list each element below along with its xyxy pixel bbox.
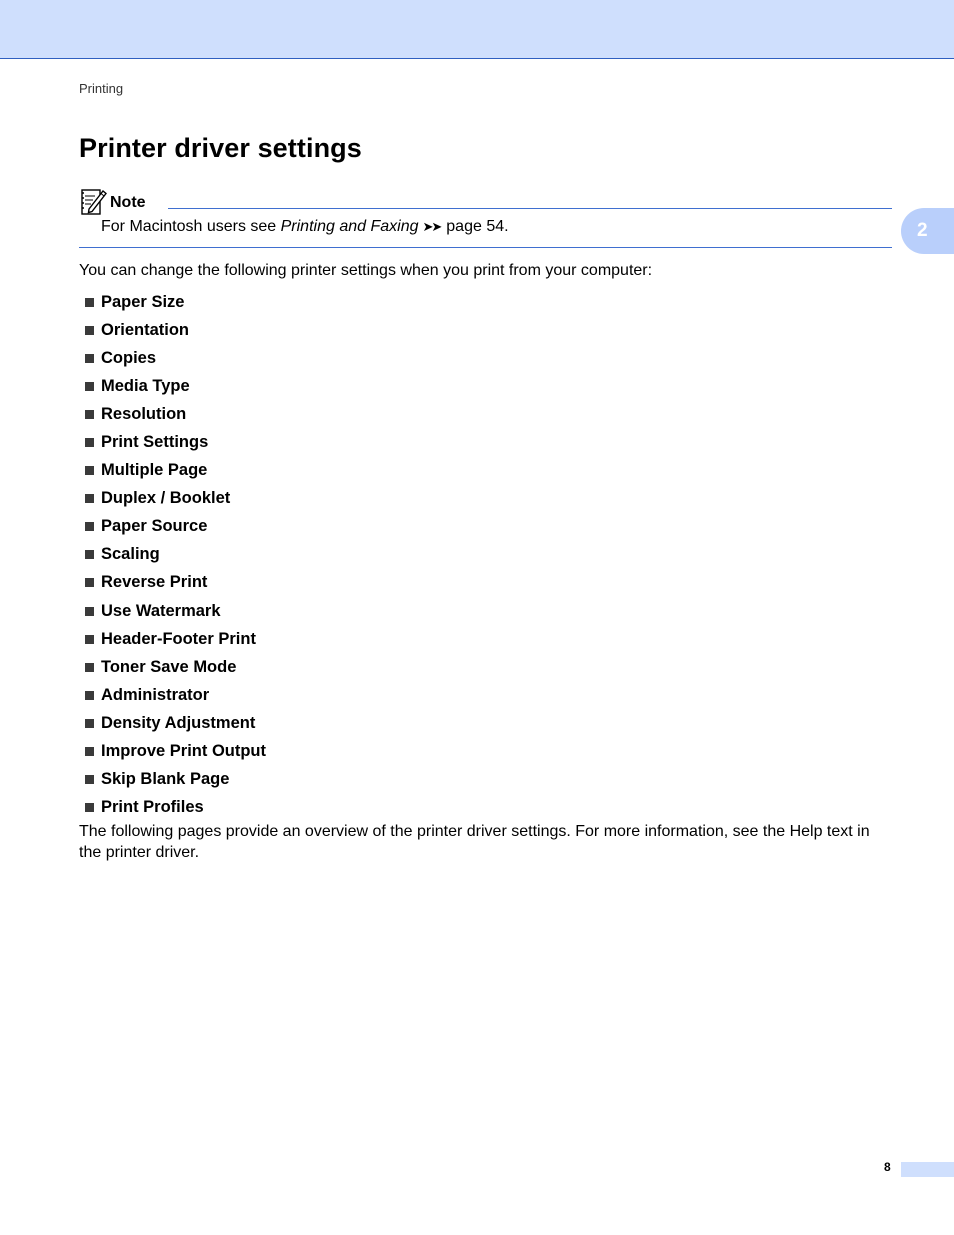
list-item-label: Paper Size <box>101 292 185 311</box>
list-item-label: Density Adjustment <box>101 713 256 732</box>
note-pencil-icon <box>80 187 108 216</box>
note-link-printing-and-faxing[interactable]: Printing and Faxing <box>280 218 419 235</box>
list-item-label: Scaling <box>101 545 160 564</box>
note-label: Note <box>110 194 146 211</box>
list-item <box>85 457 266 485</box>
square-bullet-icon <box>85 494 94 503</box>
intro-paragraph: You can change the following printer settings when you print from your computer: <box>79 262 653 279</box>
note-text <box>101 218 509 236</box>
square-bullet-icon <box>85 550 94 559</box>
square-bullet-icon <box>85 663 94 672</box>
list-item <box>85 794 266 822</box>
list-item-label: Header-Footer Print <box>101 629 256 648</box>
square-bullet-icon <box>85 326 94 335</box>
list-item-label: Multiple Page <box>101 461 208 480</box>
square-bullet-icon <box>85 803 94 812</box>
list-item <box>85 372 266 400</box>
square-bullet-icon <box>85 747 94 756</box>
list-item <box>85 344 266 372</box>
square-bullet-icon <box>85 578 94 587</box>
list-item <box>85 709 266 737</box>
list-item <box>85 766 266 794</box>
page-title: Printer driver settings <box>79 133 362 163</box>
list-item-label: Duplex / Booklet <box>101 489 231 508</box>
square-bullet-icon <box>85 607 94 616</box>
square-bullet-icon <box>85 691 94 700</box>
list-item-label: Administrator <box>101 685 210 704</box>
footer-band <box>901 1162 954 1177</box>
list-item <box>85 485 266 513</box>
list-item-label: Toner Save Mode <box>101 657 237 676</box>
page-number: 8 <box>884 1160 891 1174</box>
list-item-label: Print Settings <box>101 433 209 452</box>
chapter-tab: 2 <box>901 208 954 254</box>
double-arrow-icon: ➤➤ <box>422 219 441 234</box>
list-item <box>85 316 266 344</box>
square-bullet-icon <box>85 719 94 728</box>
running-header: Printing <box>79 81 124 96</box>
list-item <box>85 653 266 681</box>
list-item <box>85 288 266 316</box>
square-bullet-icon <box>85 466 94 475</box>
list-item <box>85 738 266 766</box>
list-item-label: Orientation <box>101 320 190 339</box>
list-item <box>85 625 266 653</box>
list-item-label: Use Watermark <box>101 601 221 620</box>
list-item-label: Media Type <box>101 376 190 395</box>
note-text-after: page 54. <box>446 218 509 235</box>
top-header-band <box>0 0 954 59</box>
list-item <box>85 681 266 709</box>
note-rule-top <box>168 208 892 209</box>
note-rule-bottom <box>79 247 892 248</box>
square-bullet-icon <box>85 382 94 391</box>
square-bullet-icon <box>85 438 94 447</box>
list-item-label: Resolution <box>101 404 187 423</box>
list-item <box>85 597 266 625</box>
list-item-label: Skip Blank Page <box>101 770 230 789</box>
list-item <box>85 541 266 569</box>
square-bullet-icon <box>85 522 94 531</box>
outro-paragraph: The following pages provide an overview of the printer driver settings. For more information, see the Help text in the printer driver. <box>79 823 870 861</box>
square-bullet-icon <box>85 775 94 784</box>
list-item <box>85 428 266 456</box>
square-bullet-icon <box>85 635 94 644</box>
list-item <box>85 513 266 541</box>
list-item <box>85 569 266 597</box>
settings-list <box>85 288 266 822</box>
list-item-label: Print Profiles <box>101 798 204 817</box>
list-item-label: Reverse Print <box>101 573 208 592</box>
list-item-label: Paper Source <box>101 517 208 536</box>
square-bullet-icon <box>85 298 94 307</box>
square-bullet-icon <box>85 354 94 363</box>
list-item-label: Copies <box>101 348 157 367</box>
note-text-before: For Macintosh users see <box>101 218 281 235</box>
list-item-label: Improve Print Output <box>101 742 266 761</box>
list-item <box>85 400 266 428</box>
square-bullet-icon <box>85 410 94 419</box>
